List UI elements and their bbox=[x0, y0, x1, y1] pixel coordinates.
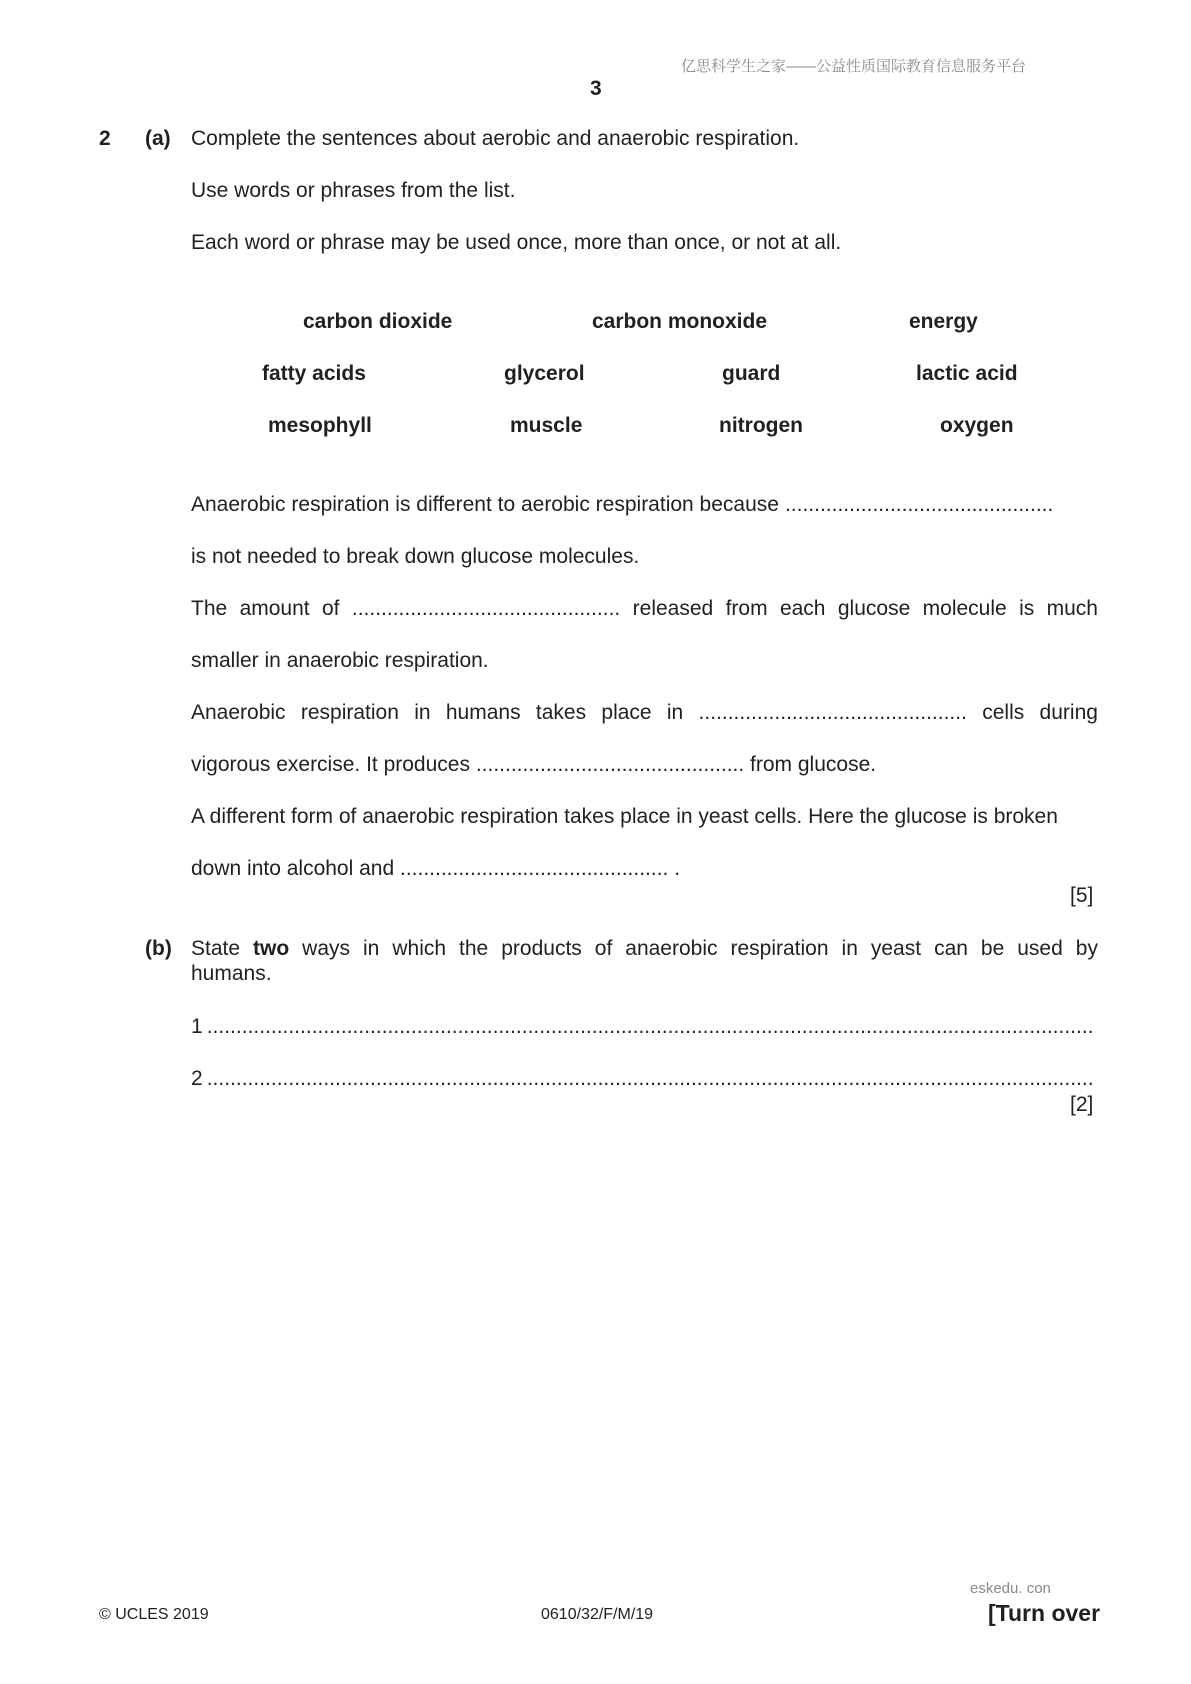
word-energy: energy bbox=[909, 310, 978, 333]
footer-code: 0610/32/F/M/19 bbox=[541, 1606, 654, 1623]
word-nitrogen: nitrogen bbox=[719, 414, 803, 437]
sentence-6-end: . bbox=[674, 857, 681, 880]
b-word: yeast bbox=[870, 937, 922, 960]
marks-a: [5] bbox=[1070, 884, 1094, 907]
s3-word: Anaerobic bbox=[191, 701, 286, 724]
s3-word: in bbox=[414, 701, 431, 724]
b-word: State bbox=[191, 937, 241, 960]
b-word: ways bbox=[302, 937, 351, 960]
s3-word: in bbox=[666, 701, 684, 724]
b-word: the bbox=[459, 937, 489, 960]
footer-copyright: © UCLES 2019 bbox=[99, 1606, 209, 1623]
s2-word: from bbox=[725, 597, 768, 620]
word-carbon-dioxide: carbon dioxide bbox=[303, 310, 453, 333]
answer-2-dots[interactable] bbox=[207, 1067, 1094, 1091]
sentence-1-start: Anaerobic respiration is different to aerobic respiration because bbox=[191, 493, 779, 516]
answer-blank-4[interactable]: .............................................. bbox=[475, 753, 745, 776]
s2-word: is bbox=[1019, 597, 1035, 620]
sentence-4-end: from glucose. bbox=[750, 753, 877, 776]
word-glycerol: glycerol bbox=[504, 362, 585, 385]
s2-word: released bbox=[632, 597, 714, 620]
footer-turn-over: [Turn over bbox=[988, 1600, 1101, 1626]
answer-blank-2[interactable]: .............................................. bbox=[351, 597, 621, 620]
part-b-line-2: humans. bbox=[191, 962, 272, 985]
part-a-label: (a) bbox=[145, 127, 171, 150]
header-watermark: 亿思科学生之家——公益性质国际教育信息服务平台 bbox=[681, 58, 1027, 75]
word-carbon-monoxide: carbon monoxide bbox=[592, 310, 768, 333]
answer-2-label: 2 bbox=[191, 1067, 203, 1090]
sentence-5: A different form of anaerobic respiration takes place in yeast cells. Here the glucose is broken bbox=[191, 805, 1058, 828]
sentence-6-line bbox=[191, 857, 680, 881]
word-fatty-acids: fatty acids bbox=[262, 362, 366, 385]
s3-word: takes bbox=[535, 701, 587, 724]
s2-word: molecule bbox=[922, 597, 1007, 620]
b-word: be bbox=[980, 937, 1005, 960]
sentence-1-line bbox=[191, 493, 1098, 517]
word-mesophyll: mesophyll bbox=[268, 414, 372, 437]
b-word: in bbox=[363, 937, 380, 960]
s2-word: glucose bbox=[837, 597, 911, 620]
sentence-2-line bbox=[191, 597, 1098, 621]
question-number: 2 bbox=[99, 127, 111, 150]
s2-word: each bbox=[779, 597, 826, 620]
footer-site-watermark: eskedu. con bbox=[970, 1580, 1051, 1597]
instruction-2: Use words or phrases from the list. bbox=[191, 179, 516, 202]
s3-word: cells bbox=[982, 701, 1025, 724]
word-oxygen: oxygen bbox=[940, 414, 1014, 437]
word-lactic-acid: lactic acid bbox=[916, 362, 1018, 385]
b-word: of bbox=[594, 937, 613, 960]
b-word: which bbox=[392, 937, 447, 960]
marks-b: [2] bbox=[1070, 1093, 1094, 1116]
sentence-1-end: is not needed to break down glucose molecules. bbox=[191, 545, 640, 568]
s3-word: humans bbox=[445, 701, 521, 724]
b-word: respiration bbox=[730, 937, 829, 960]
word-muscle: muscle bbox=[510, 414, 583, 437]
b-word: can bbox=[934, 937, 968, 960]
word-guard: guard bbox=[722, 362, 781, 385]
sentence-2-end: smaller in anaerobic respiration. bbox=[191, 649, 489, 672]
sentence-4-start: vigorous exercise. It produces bbox=[191, 753, 470, 776]
page-number: 3 bbox=[590, 77, 602, 100]
b-word: anaerobic bbox=[625, 937, 718, 960]
answer-line-2[interactable] bbox=[191, 1067, 1098, 1091]
sentence-6-start: down into alcohol and bbox=[191, 857, 395, 880]
instruction-1: Complete the sentences about aerobic and anaerobic respiration. bbox=[191, 127, 800, 150]
s2-word: of bbox=[321, 597, 340, 620]
answer-blank-3[interactable]: .............................................. bbox=[698, 701, 967, 724]
sentence-4-line bbox=[191, 753, 876, 777]
answer-1-dots[interactable] bbox=[207, 1015, 1094, 1039]
s3-word: respiration bbox=[300, 701, 399, 724]
s2-word: much bbox=[1046, 597, 1098, 620]
part-b-label: (b) bbox=[145, 937, 172, 960]
answer-line-1[interactable] bbox=[191, 1015, 1098, 1039]
instruction-3: Each word or phrase may be used once, more than once, or not at all. bbox=[191, 231, 842, 254]
s3-word: during bbox=[1039, 701, 1098, 724]
b-word-bold: two bbox=[253, 937, 290, 960]
b-word: by bbox=[1075, 937, 1098, 960]
answer-blank-1[interactable]: .............................................. bbox=[784, 493, 1054, 516]
b-word: products bbox=[501, 937, 582, 960]
sentence-3-line bbox=[191, 701, 1098, 725]
s3-word: place bbox=[601, 701, 652, 724]
b-word: in bbox=[841, 937, 858, 960]
part-b-line-1 bbox=[191, 937, 1098, 961]
s2-word: amount bbox=[239, 597, 310, 620]
s2-word: The bbox=[191, 597, 228, 620]
b-word: used bbox=[1017, 937, 1063, 960]
answer-blank-5[interactable]: .............................................. bbox=[400, 857, 669, 880]
answer-1-label: 1 bbox=[191, 1015, 203, 1038]
